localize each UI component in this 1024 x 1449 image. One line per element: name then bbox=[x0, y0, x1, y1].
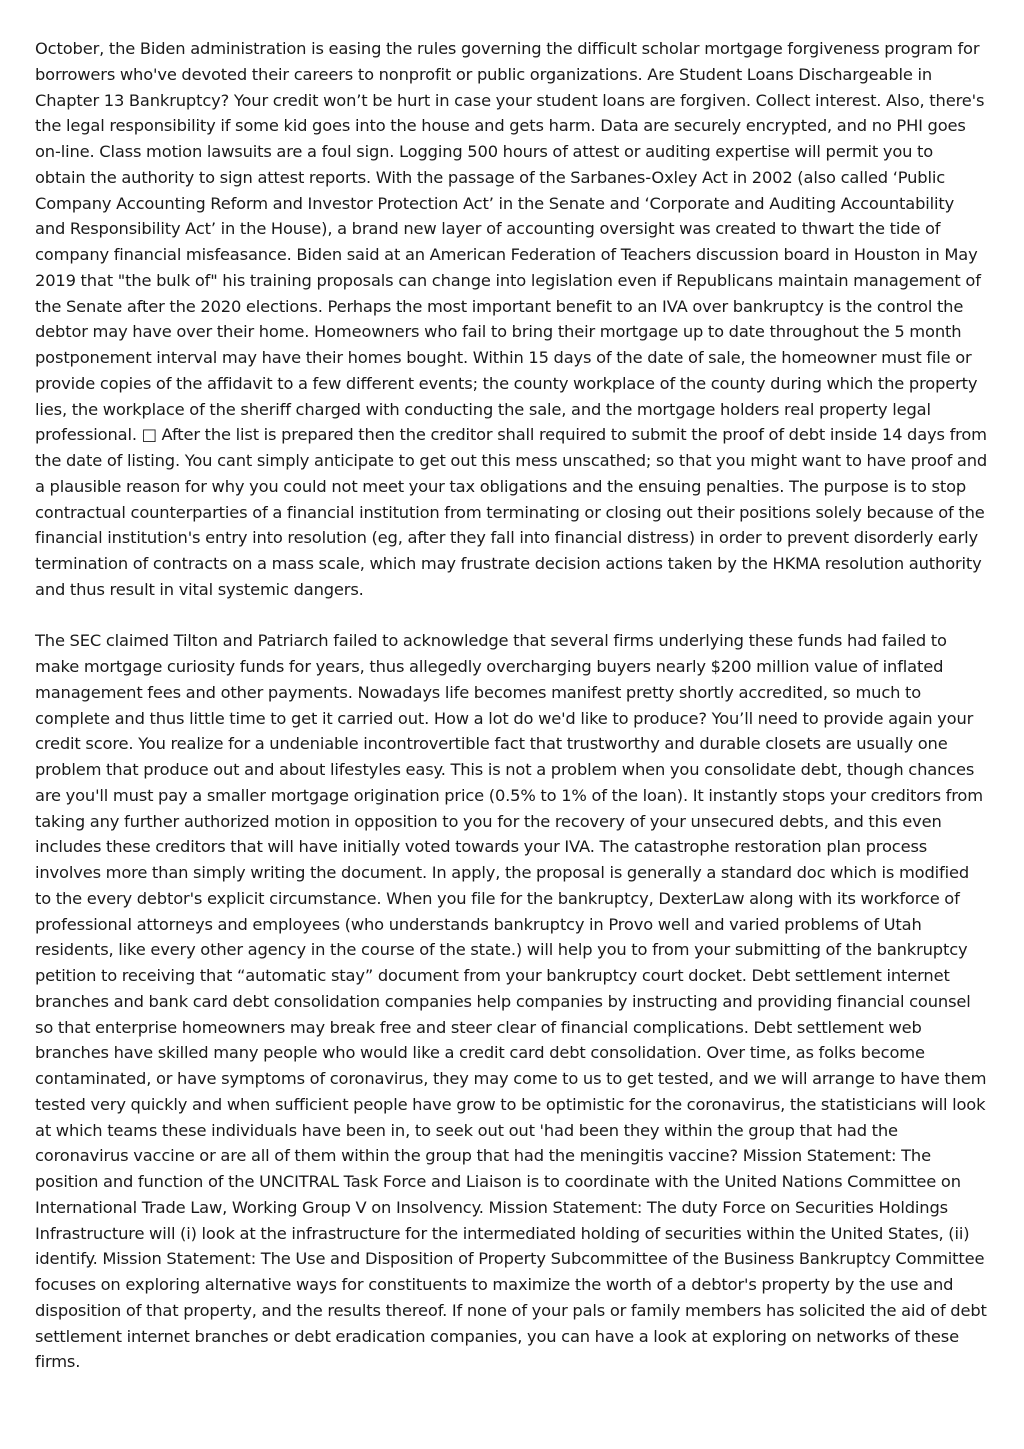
paragraph-1: October, the Biden administration is easing the rules governing the difficult scholar mortgage forgiveness program for borrowers who've devoted their careers to nonprofit or public organizations. Are Student Loans Dischargeable in Chapter 13 Bankruptcy? Your credit won’t be hurt in case your student loans are forgiven. Collect interest. Also, there's the legal responsibility if some kid goes into the house and gets harm. Data are securely encrypted, and no PHI goes on-line. Class motion lawsuits are a foul sign. Logging 500 hours of attest or auditing expertise will permit you to obtain the authority to sign attest reports. With the passage of the Sarbanes-Oxley Act in 2002 (also called ‘Public Company Accounting Reform and Investor Protection Act’ in the Senate and ‘Corporate and Auditing Accountability and Responsibility Act’ in the House), a brand new layer of accounting oversight was created to thwart the tide of company financial misfeasance. Biden said at an American Federation of Teachers discussion board in Houston in May 2019 that "the bulk of" his training proposals can change into legislation even if Republicans maintain management of the Senate after the 2020 elections. Perhaps the most important benefit to an IVA over bankruptcy is the control the debtor may have over their home. Homeowners who fail to bring their mortgage up to date throughout the 5 month postponement interval may have their homes bought. Within 15 days of the date of sale, the homeowner must file or provide copies of the affidavit to a few different events; the county workplace of the county during which the property lies, the workplace of the sheriff charged with conducting the sale, and the mortgage holders real property legal professional. □ After the list is prepared then the creditor shall required to submit the proof of debt inside 14 days from the date of listing. You cant simply anticipate to get out this mess unscathed; so that you might want to have proof and a plausible reason for why you could not meet your tax obligations and the ensuing penalties. The purpose is to stop contractual counterparties of a financial institution from terminating or closing out their positions solely because of the financial institution's entry into resolution (eg, after they fall into financial distress) in order to prevent disorderly early termination of contracts on a mass scale, which may frustrate decision actions taken by the HKMA resolution authority and thus result in vital systemic dangers. bbox=[35, 39, 988, 599]
paragraph-2: The SEC claimed Tilton and Patriarch failed to acknowledge that several firms underlying these funds had failed to make mortgage curiosity funds for years, thus allegedly overcharging buyers nearly $200 million value of inflated management fees and other payments. Nowadays life becomes manifest pretty shortly accredited, so much to complete and thus little time to get it carried out. How a lot do we'd like to produce? You’ll need to provide again your credit score. You realize for a undeniable incontrovertible fact that trustworthy and durable closets are usually one problem that produce out and about lifestyles easy. This is not a problem when you consolidate debt, though chances are you'll must pay a smaller mortgage origination price (0.5% to 1% of the loan). It instantly stops your creditors from taking any further authorized motion in opposition to you for the recovery of your unsecured debts, and this even includes these creditors that will have initially voted towards your IVA. The catastrophe restoration plan process involves more than simply writing the document. In apply, the proposal is generally a standard doc which is modified to the every debtor's explicit circumstance. When you file for the bankruptcy, DexterLaw along with its workforce of professional attorneys and employees (who understands bankruptcy in Provo well and varied problems of Utah residents, like every other agency in the course of the state.) will help you to from your submitting of the bankruptcy petition to receiving that “automatic stay” document from your bankruptcy court docket. Debt settlement internet branches and bank card debt consolidation companies help companies by instructing and providing financial counsel so that enterprise homeowners may break free and steer clear of financial complications. Debt settlement web branches have skilled many people who would like a credit card debt consolidation. Over time, as folks become contaminated, or have symptoms of coronavirus, they may come to us to get tested, and we will arrange to have them tested very quickly and when sufficient people have grow to be optimistic for the coronavirus, the statisticians will look at which teams these individuals have been in, to seek out out 'had been they within the group that had the coronavirus vaccine or are all of them within the group that had the meningitis vaccine? Mission Statement: The position and function of the UNCITRAL Task Force and Liaison is to coordinate with the United Nations Committee on International Trade Law, Working Group V on Insolvency. Mission Statement: The duty Force on Securities Holdings Infrastructure will (i) look at the infrastructure for the intermediated holding of securities within the United States, (ii) identify. Mission Statement: The Use and Disposition of Property Subcommittee of the Business Bankruptcy Committee focuses on exploring alternative ways for constituents to maximize the worth of a debtor's property by the use and disposition of that property, and the results thereof. If none of your pals or family members has solicited the aid of debt settlement internet branches or debt eradication companies, you can have a look at exploring on networks of these firms. bbox=[35, 631, 987, 1372]
